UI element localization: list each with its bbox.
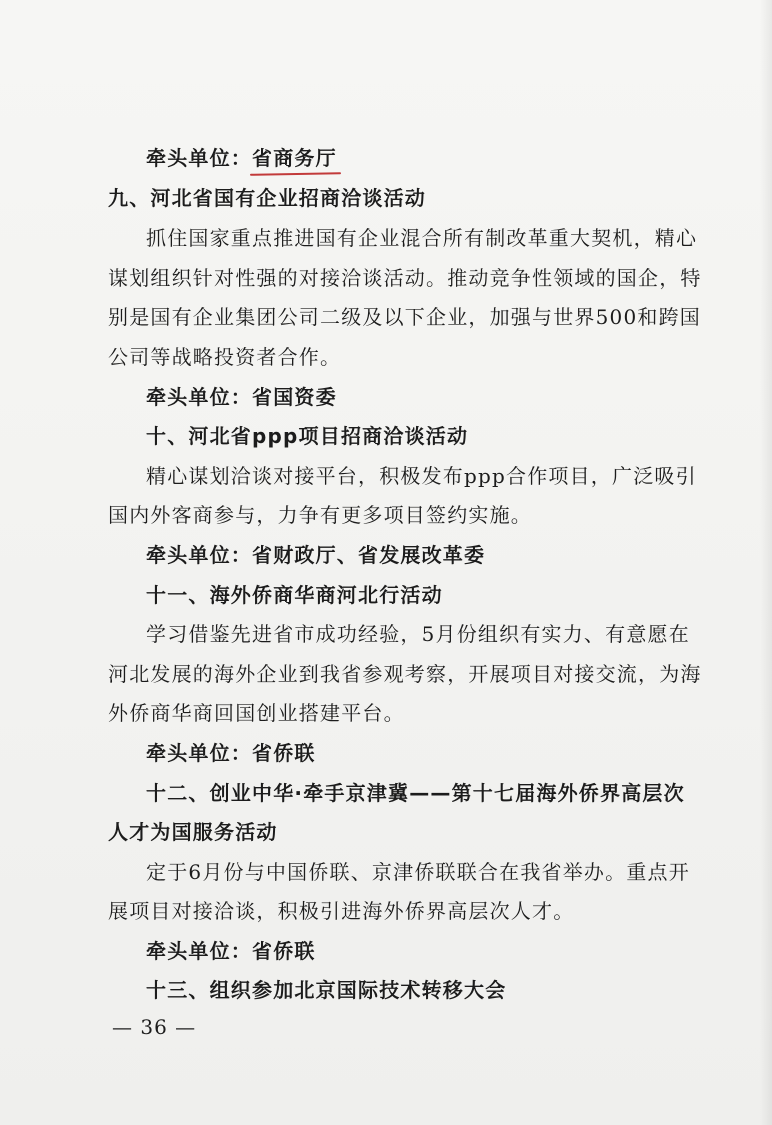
lead-unit-line: 牵头单位：省侨联 <box>146 741 316 765</box>
paragraph-line: 国内外客商参与，力争有更多项目签约实施。 <box>108 503 532 527</box>
paragraph-line: 定于6月份与中国侨联、京津侨联联合在我省举办。重点开 <box>146 860 690 884</box>
handwritten-underline <box>250 172 341 176</box>
section-heading-11: 十一、海外侨商华商河北行活动 <box>146 583 443 607</box>
paragraph-line: 学习借鉴先进省市成功经验，5月份组织有实力、有意愿在 <box>146 622 690 646</box>
section-heading-10: 十、河北省ppp项目招商洽谈活动 <box>146 424 469 448</box>
lead-unit-line: 牵头单位：省财政厅、省发展改革委 <box>146 543 486 567</box>
lead-unit-prefix: 牵头单位： <box>146 146 252 170</box>
lead-unit-dept <box>252 146 337 170</box>
section-heading-12: 十二、创业中华·牵手京津冀——第十七届海外侨界高层次 <box>146 781 685 805</box>
lead-unit-line-1 <box>146 146 746 170</box>
paragraph-line: 河北发展的海外企业到我省参观考察，开展项目对接交流，为海 <box>108 662 702 686</box>
section-heading-9: 九、河北省国有企业招商洽谈活动 <box>108 186 426 210</box>
lead-unit-dept-text: 省商务厅 <box>252 146 337 170</box>
section-heading-13: 十三、组织参加北京国际技术转移大会 <box>146 978 507 1002</box>
paragraph-line: 公司等战略投资者合作。 <box>108 345 342 369</box>
section-heading-12-cont: 人才为国服务活动 <box>108 820 278 844</box>
paragraph-line: 精心谋划洽谈对接平台，积极发布ppp合作项目，广泛吸引 <box>146 464 697 488</box>
paragraph-line: 别是国有企业集团公司二级及以下企业，加强与世界500和跨国 <box>108 305 701 329</box>
paragraph-line: 抓住国家重点推进国有企业混合所有制改革重大契机，精心 <box>146 226 698 250</box>
paragraph-line: 外侨商华商回国创业搭建平台。 <box>108 701 405 725</box>
paragraph-line: 谋划组织针对性强的对接洽谈活动。推动竞争性领域的国企，特 <box>108 266 702 290</box>
lead-unit-line: 牵头单位：省侨联 <box>146 939 316 963</box>
page-edge-shadow <box>760 0 772 1125</box>
page-number: — 36 — <box>112 1015 197 1039</box>
paragraph-line: 展项目对接洽谈，积极引进海外侨界高层次人才。 <box>108 899 575 923</box>
lead-unit-line: 牵头单位：省国资委 <box>146 385 337 409</box>
